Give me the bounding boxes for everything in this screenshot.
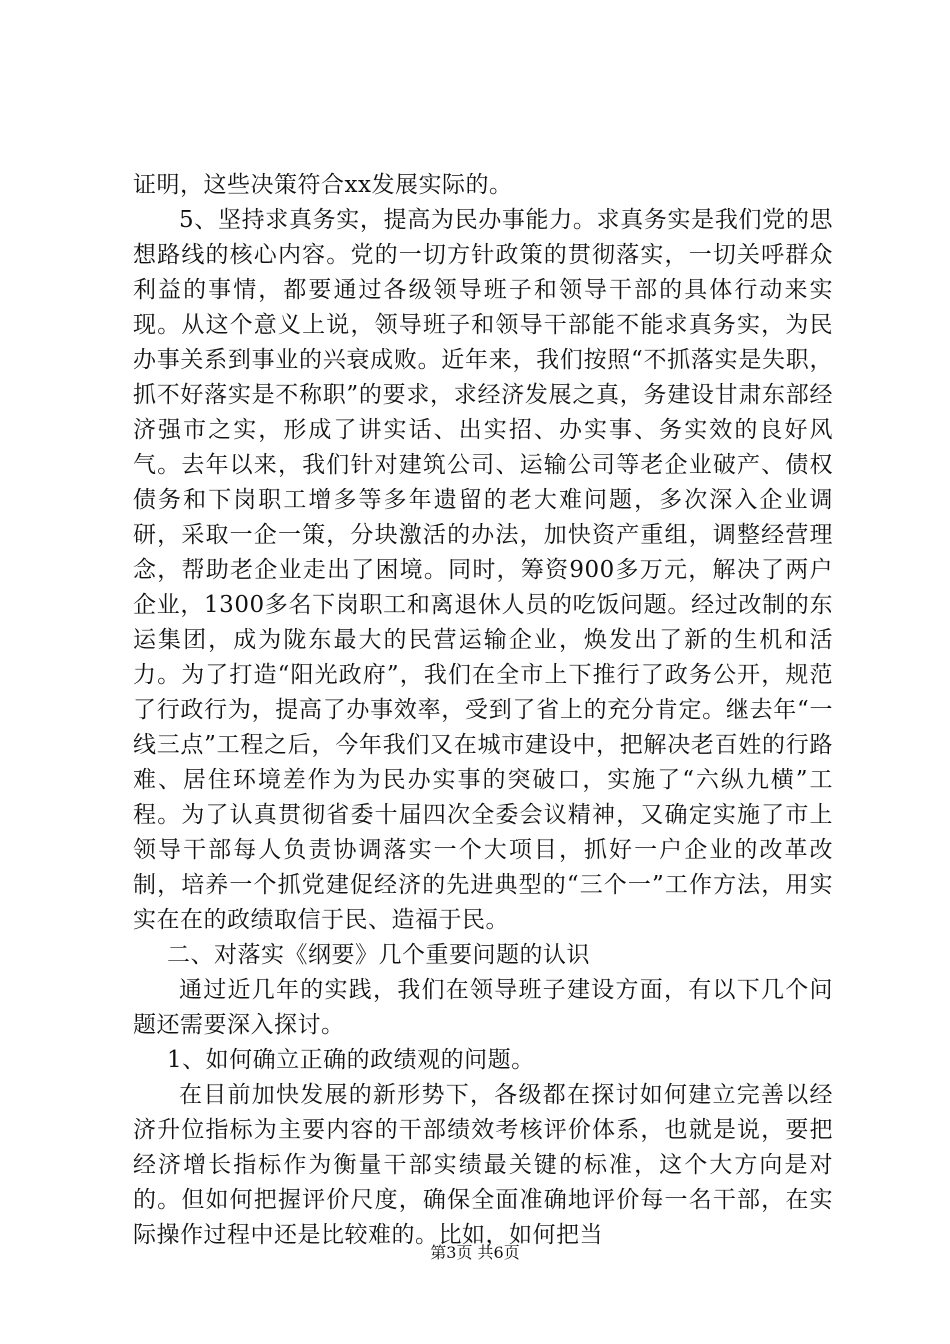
subheading-1: 1、如何确立正确的政绩观的问题。 — [167, 1047, 535, 1073]
paragraph-item-5: 5、坚持求真务实，提高为民办事能力。求真务实是我们党的思想路线的核心内容。党的一切方针政策的贯彻落实，一切关呼群众利益的事情，都要通过各级领导班子和领导干部的具体行动来实现。从这个意义上说，领导班子和领导干部能不能求真务实，为民办事关系到事业的兴衰成败。近年来，我们按照“不抓落实是失职，抓不好落实是不称职”的要求，求经济发展之真，务建设甘肃东部经济强市之实，形成了讲实话、出实招、办实事、务实效的良好风气。去年以来，我们针对建筑公司、运输公司等老企业破产、债权债务和下岗职工增多等多年遗留的老大难问题，多次深入企业调研，采取一企一策，分块激活的办法，加快资产重组，调整经营理念，帮助老企业走出了困境。同时，筹资900多万元，解决了两户企业，1300多名下岗职工和离退休人员的吃饭问题。经过改制的东运集团，成为陇东最大的民营运输企业，焕发出了新的生机和活力。为了打造“阳光政府”，我们在全市上下推行了政务公开，规范了行政行为，提高了办事效率，受到了省上的充分肯定。继去年“一线三点”工程之后，今年我们又在城市建设中，把解决老百姓的行路难、居住环境差作为为民办实事的突破口，实施了“六纵九横”工程。为了认真贯彻省委十届四次全委会议精神，又确定实施了市上领导干部每人负责协调落实一个大项目，抓好一户企业的改革改制，培养一个抓党建促经济的先进典型的“三个一”工作方法，用实实在在的政绩取信于民、造福于民。 — [133, 207, 833, 933]
paragraph-intro: 通过近几年的实践，我们在领导班子建设方面，有以下几个问题还需要深入探讨。 — [133, 977, 833, 1038]
section-heading-2: 二、对落实《纲要》几个重要问题的认识 — [167, 942, 590, 968]
page-number-footer: 第3页 共6页 — [430, 1243, 520, 1262]
paragraph-continuation: 证明，这些决策符合xx发展实际的。 — [133, 172, 513, 198]
paragraph-performance: 在目前加快发展的新形势下，各级都在探讨如何建立完善以经济升位指标为主要内容的干部绩效考核评价体系，也就是说，要把经济增长指标作为衡量干部实绩最关键的标准，这个大方向是对的。但如何把握评价尺度，确保全面准确地评价每一名干部，在实际操作过程中还是比较难的。比如，如何把当 — [133, 1082, 833, 1248]
document-body — [133, 168, 833, 1253]
